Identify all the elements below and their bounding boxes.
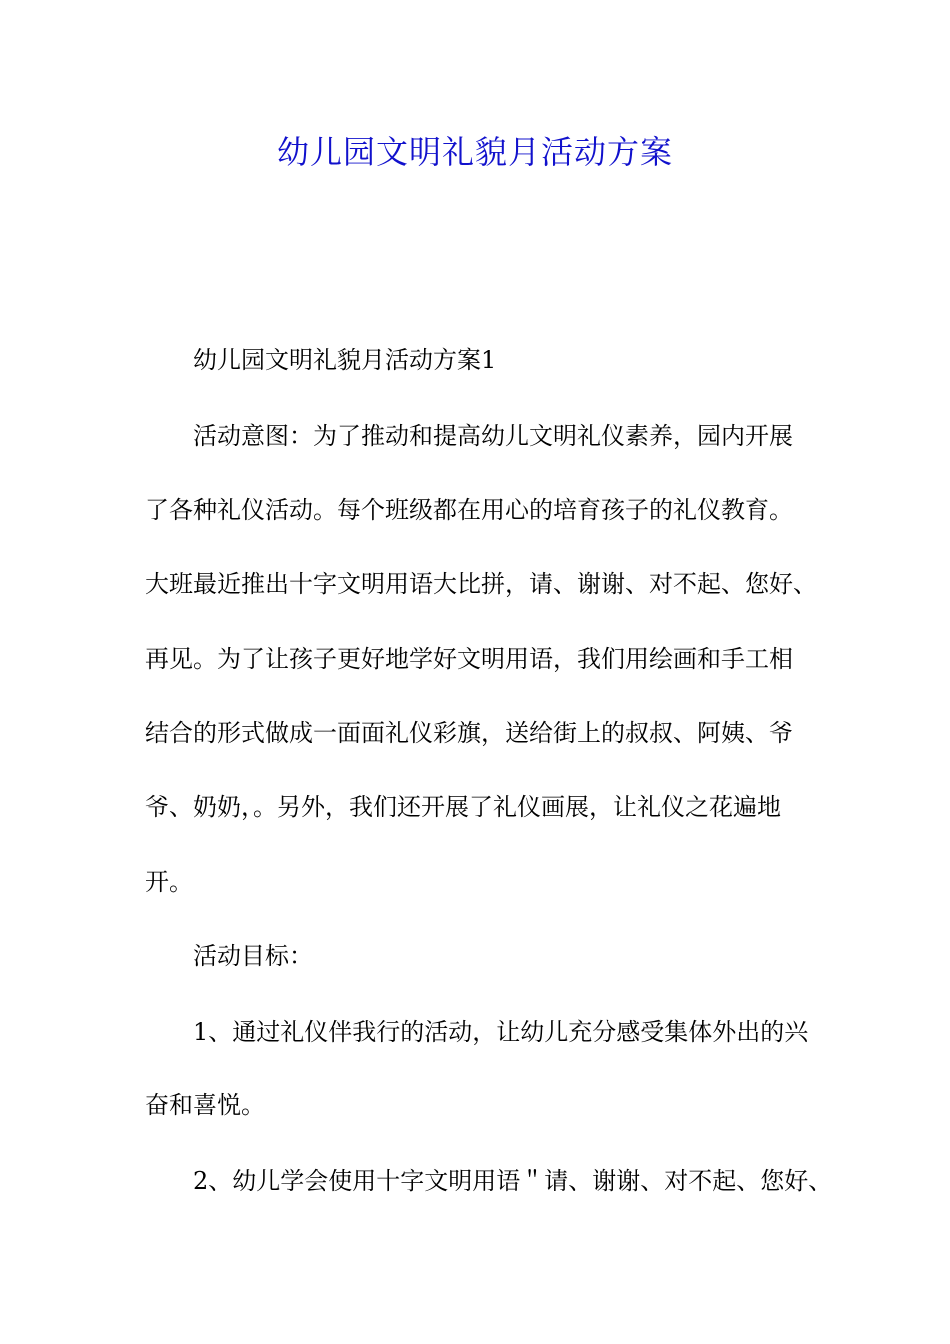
- list-item-line: 奋和喜悦。: [145, 1091, 265, 1119]
- list-item-line: 2、幼儿学会使用十字文明用语＂请、谢谢、对不起、您好、: [193, 1167, 833, 1195]
- subheading: 活动目标：: [193, 942, 313, 970]
- paragraph-line: 活动意图：为了推动和提高幼儿文明礼仪素养，园内开展: [193, 422, 793, 450]
- paragraph-line: 再见。为了让孩子更好地学好文明用语，我们用绘画和手工相: [145, 645, 793, 673]
- paragraph-line: 结合的形式做成一面面礼仪彩旗，送给街上的叔叔、阿姨、爷: [145, 719, 793, 747]
- paragraph-line: 了各种礼仪活动。每个班级都在用心的培育孩子的礼仪教育。: [145, 496, 793, 524]
- paragraph-line: 爷、奶奶，。另外，我们还开展了礼仪画展，让礼仪之花遍地: [145, 793, 781, 821]
- document-title: 幼儿园文明礼貌月活动方案: [276, 133, 673, 171]
- list-item-line: 1、通过礼仪伴我行的活动，让幼儿充分感受集体外出的兴: [193, 1018, 809, 1046]
- paragraph-line: 开。: [145, 868, 193, 896]
- paragraph-line: 大班最近推出十字文明用语大比拼，请、谢谢、对不起、您好、: [145, 570, 817, 598]
- section-heading: 幼儿园文明礼貌月活动方案1: [193, 346, 497, 374]
